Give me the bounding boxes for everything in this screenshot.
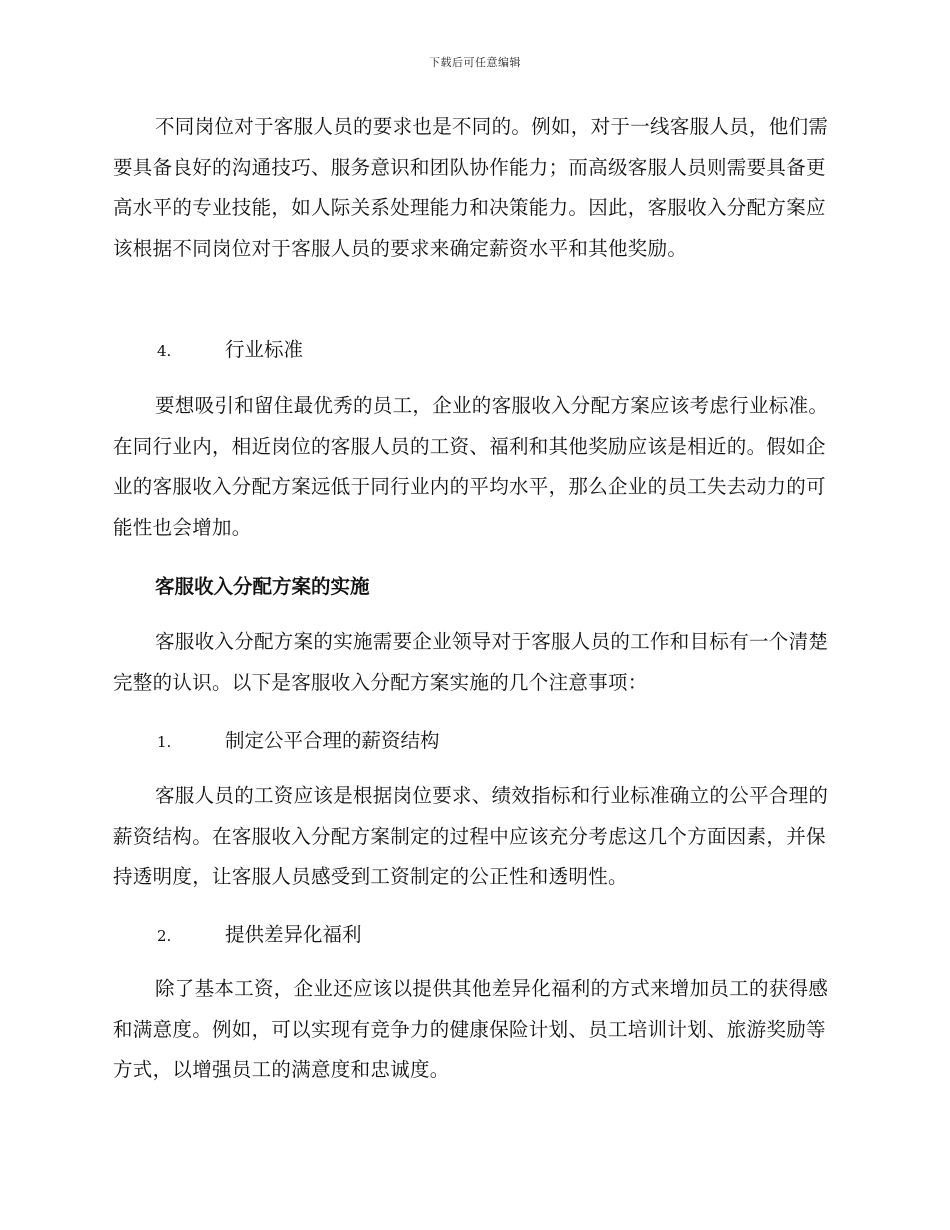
paragraph-differentiated-benefits: 除了基本工资，企业还应该以提供其他差异化福利的方式来增加员工的获得感和满意度。例如，可以实现有竞争力的健康保险计划、员工培训计划、旅游奖励等方式，以增强员工的满意度和忠诚度。 (113, 977, 829, 1081)
list-item-number: 2. (157, 927, 172, 945)
list-item-number: 4. (157, 342, 172, 360)
list-item-fair-salary (157, 721, 837, 762)
list-item-number: 1. (157, 733, 172, 751)
list-item-label: 制定公平合理的薪资结构 (225, 729, 440, 752)
list-item-differentiated-benefits (157, 915, 837, 956)
list-item-label: 行业标准 (225, 338, 304, 361)
page-header: 下载后可任意编辑 (429, 56, 521, 69)
section-heading: 客服收入分配方案的实施 (155, 575, 370, 598)
paragraph-job-requirements: 不同岗位对于客服人员的要求也是不同的。例如，对于一线客服人员，他们需要具备良好的沟通技巧、服务意识和团队协作能力；而高级客服人员则需要具备更高水平的专业技能，如人际关系处理能力和决策能力。因此，客服收入分配方案应该根据不同岗位对于客服人员的要求来确定薪资水平和其他奖励。 (113, 115, 829, 260)
paragraph-industry-standard: 要想吸引和留住最优秀的员工，企业的客服收入分配方案应该考虑行业标准。在同行业内，相近岗位的客服人员的工资、福利和其他奖励应该是相近的。假如企业的客服收入分配方案远低于同行业内的平均水平，那么企业的员工失去动力的可能性也会增加。 (113, 394, 829, 539)
list-item-industry-standard (157, 330, 837, 371)
paragraph-fair-salary: 客服人员的工资应该是根据岗位要求、绩效指标和行业标准确立的公平合理的薪资结构。在客服收入分配方案制定的过程中应该充分考虑这几个方面因素，并保持透明度，让客服人员感受到工资制定的公正性和透明性。 (113, 784, 829, 888)
list-item-label: 提供差异化福利 (225, 923, 362, 946)
paragraph-implementation-intro: 客服收入分配方案的实施需要企业领导对于客服人员的工作和目标有一个清楚完整的认识。以下是客服收入分配方案实施的几个注意事项： (113, 630, 829, 694)
